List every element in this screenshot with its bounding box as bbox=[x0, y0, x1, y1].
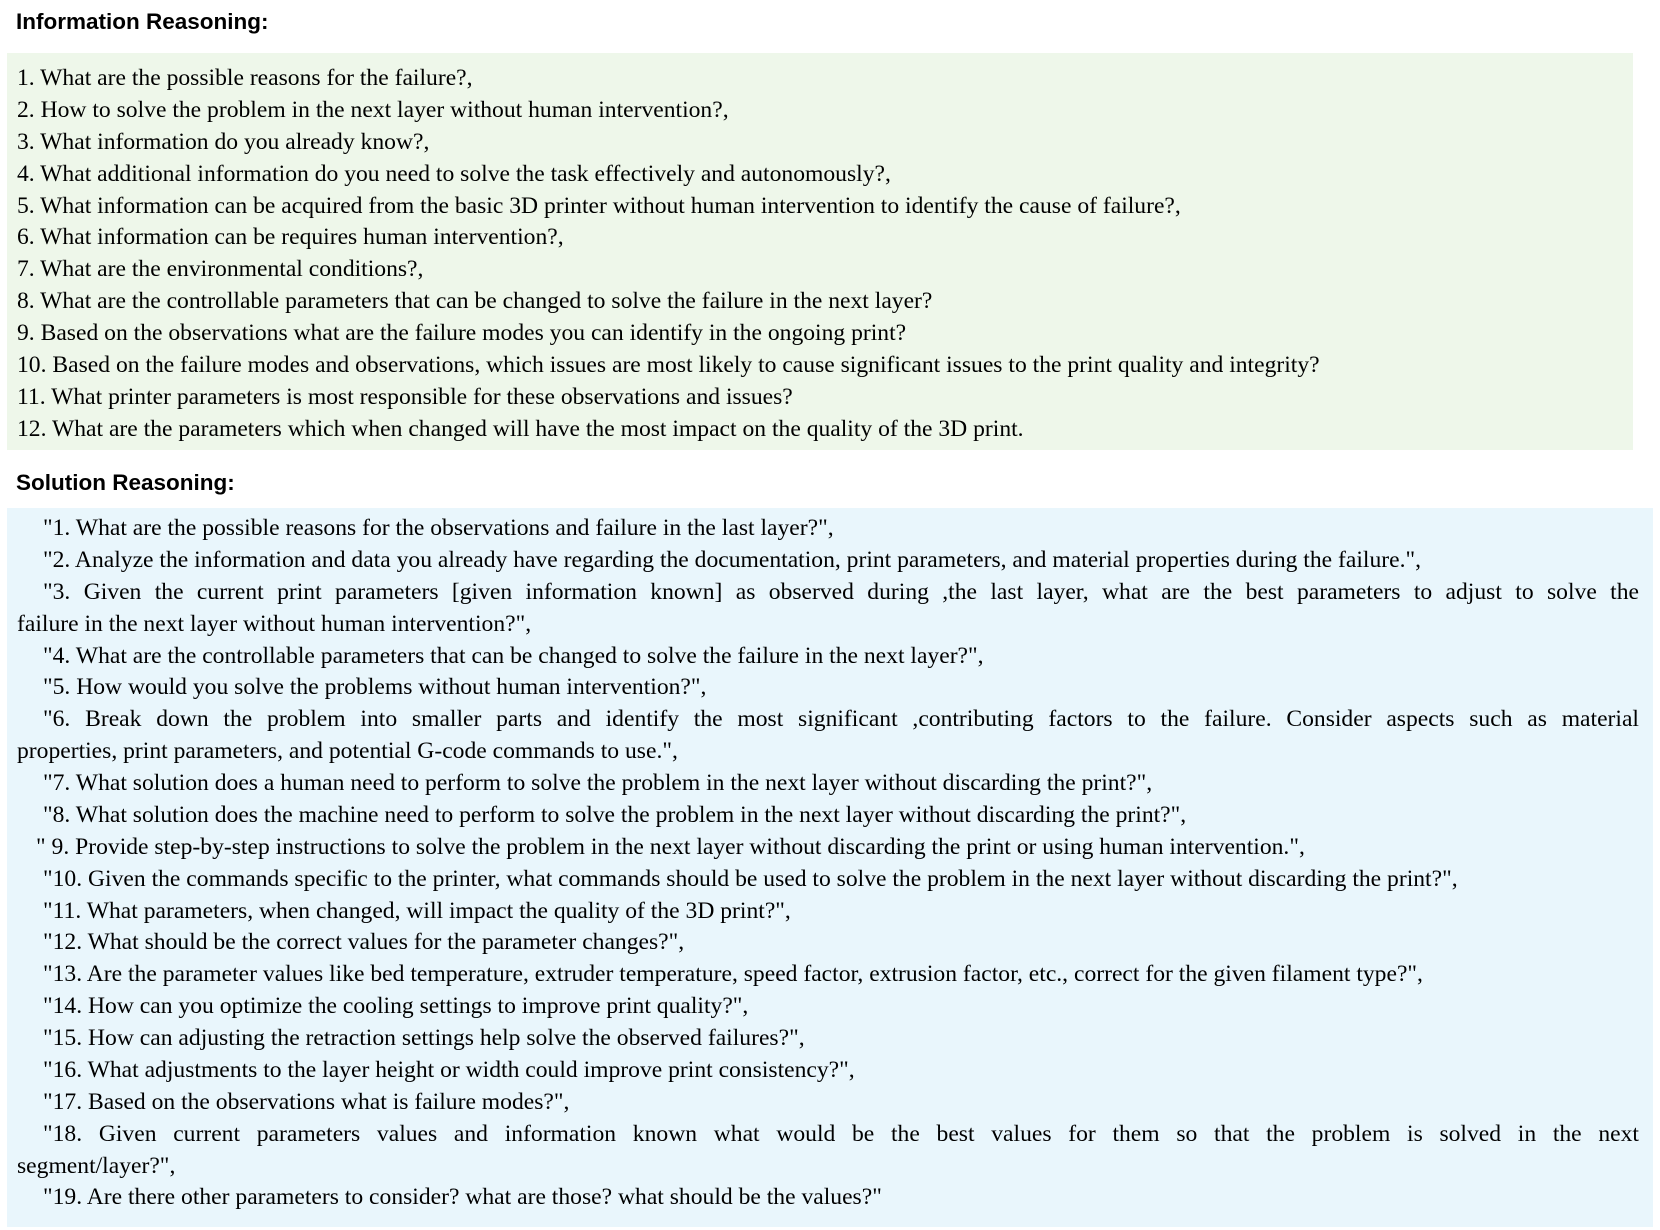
solution-line: "7. What solution does a human need to perform to solve the problem in the next layer without discarding the print?", bbox=[43, 770, 1153, 796]
info-item-6: 6. What information can be requires human intervention?, bbox=[17, 224, 564, 251]
info-item-3: 3. What information do you already know?, bbox=[17, 128, 430, 155]
information-reasoning-panel bbox=[7, 53, 1633, 450]
info-item-5: 5. What information can be acquired from the basic 3D printer without human intervention to identify the cause of failure?, bbox=[17, 192, 1181, 219]
solution-line: "11. What parameters, when changed, will impact the quality of the 3D print?", bbox=[43, 897, 791, 924]
info-item-12: 12. What are the parameters which when changed will have the most impact on the quality of the 3D print. bbox=[17, 415, 1024, 442]
solution-line: "13. Are the parameter values like bed temperature, extruder temperature, speed factor, extrusion factor, etc., correct for the given filament type?", bbox=[43, 961, 1423, 988]
solution-line: segment/layer?", bbox=[17, 1152, 176, 1179]
solution-line: "18. Given current parameters values and information known what would be the best values for them so that the problem is solved in the next bbox=[43, 1120, 1639, 1147]
solution-line: "15. How can adjusting the retraction settings help solve the observed failures?", bbox=[43, 1025, 805, 1051]
solution-line: " 9. Provide step-by-step instructions to solve the problem in the next layer without discarding the print or using human intervention.", bbox=[36, 833, 1305, 860]
solution-line: "12. What should be the correct values for the parameter changes?", bbox=[43, 929, 685, 956]
information-reasoning-heading: Information Reasoning: bbox=[16, 9, 269, 34]
solution-line: properties, print parameters, and potential G-code commands to use.", bbox=[17, 738, 678, 765]
info-item-9: 9. Based on the observations what are the failure modes you can identify in the ongoing print? bbox=[17, 320, 907, 347]
info-item-11: 11. What printer parameters is most responsible for these observations and issues? bbox=[17, 383, 793, 410]
info-item-8: 8. What are the controllable parameters that can be changed to solve the failure in the next layer? bbox=[17, 288, 933, 315]
solution-line: "14. How can you optimize the cooling settings to improve print quality?", bbox=[43, 993, 749, 1020]
info-item-2: 2. How to solve the problem in the next layer without human intervention?, bbox=[17, 96, 729, 123]
info-item-1: 1. What are the possible reasons for the failure?, bbox=[17, 65, 473, 91]
solution-line: "16. What adjustments to the layer height or width could improve print consistency?", bbox=[43, 1056, 855, 1083]
solution-line: "8. What solution does the machine need to perform to solve the problem in the next layer without discarding the print?", bbox=[43, 801, 1187, 828]
solution-reasoning-panel bbox=[7, 508, 1653, 1227]
info-item-10: 10. Based on the failure modes and observations, which issues are most likely to cause significant issues to the print quality and integrity? bbox=[17, 352, 1320, 379]
solution-reasoning-heading: Solution Reasoning: bbox=[16, 470, 235, 495]
solution-line: failure in the next layer without human intervention?", bbox=[17, 610, 532, 637]
solution-line: "5. How would you solve the problems without human intervention?", bbox=[43, 674, 707, 701]
info-item-4: 4. What additional information do you need to solve the task effectively and autonomously?, bbox=[17, 160, 891, 187]
solution-line: "4. What are the controllable parameters that can be changed to solve the failure in the next layer?", bbox=[43, 642, 984, 669]
solution-line: "3. Given the current print parameters [given information known] as observed during ,the last layer, what are the best parameters to adjust to solve the bbox=[43, 578, 1639, 605]
solution-line: "2. Analyze the information and data you already have regarding the documentation, print parameters, and material properties during the failure.", bbox=[43, 546, 1422, 573]
info-item-7: 7. What are the environmental conditions?, bbox=[17, 256, 424, 283]
solution-line: "10. Given the commands specific to the printer, what commands should be used to solve the problem in the next layer without discarding the print?", bbox=[43, 865, 1458, 892]
solution-line: "19. Are there other parameters to consider? what are those? what should be the values?" bbox=[43, 1184, 882, 1211]
solution-line: "1. What are the possible reasons for the observations and failure in the last layer?", bbox=[43, 515, 834, 541]
solution-line: "17. Based on the observations what is failure modes?", bbox=[43, 1088, 570, 1115]
solution-line: "6. Break down the problem into smaller parts and identify the most significant ,contributing factors to the failure. Consider aspects such as material bbox=[43, 706, 1639, 733]
